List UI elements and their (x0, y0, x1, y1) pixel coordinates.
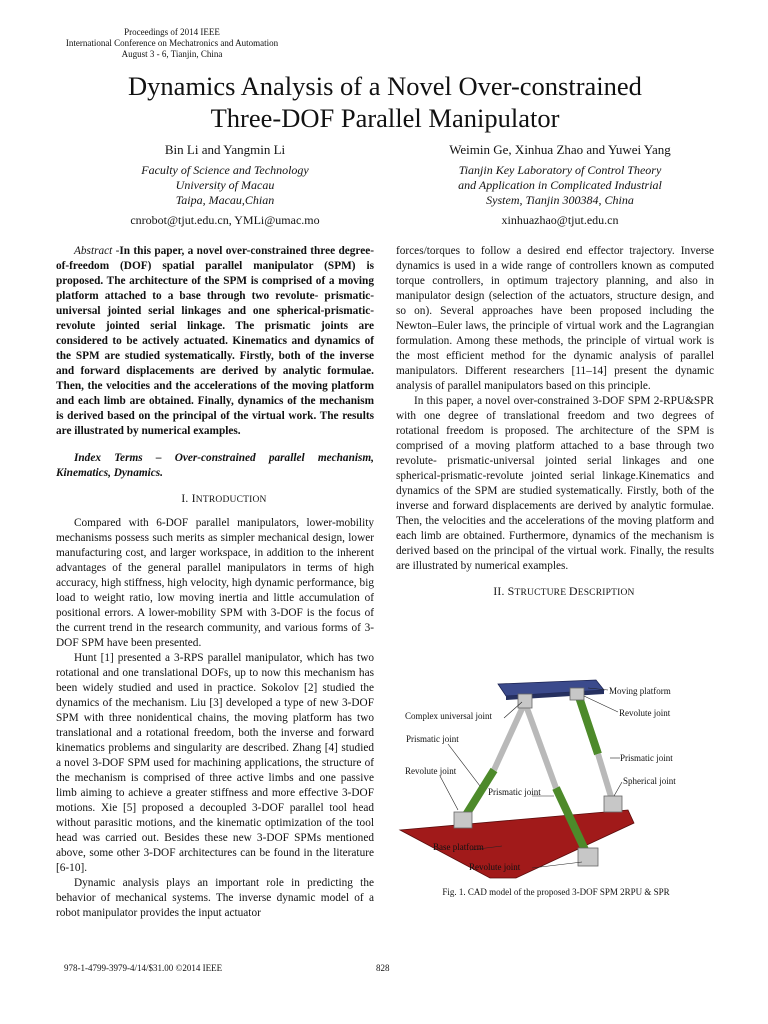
affiliation-left-2: University of Macau (175, 178, 275, 192)
author-block-right (410, 141, 710, 229)
label-prismatic-joint-right: Prismatic joint (620, 753, 673, 763)
index-terms: Index Terms – Over-constrained parallel mechanism, Kinematics, Dynamics. (56, 452, 374, 479)
affiliation-right-2: and Application in Complicated Industrial (458, 178, 662, 192)
abstract-text: In this paper, a novel over-constrained three degree-of-freedom (DOF) spatial parallel manipulator (SPM) is proposed. The architecture of the SPM is comprised of a moving platform attached to a base through two revolute- prismatic-universal jointed serial linkages and one spherical-prismatic-revolute jointed serial linkage. The prismatic joints are considered to be actively actuated. Kinematics and dynamics of the SPM are studied systematically. Firstly, both of the inverse and forward displacements are derived by analytic formulae. Then, the velocities and the accelerations of the moving platform and each limb are obtained. Finally, dynamics of the mechanism is derived based on the principal of the virtual work. The results are illustrated by numerical examples. (56, 245, 374, 437)
affiliation-right-1: Tianjin Key Laboratory of Control Theory (458, 163, 662, 177)
author-names-right: Weimin Ge, Xinhua Zhao and Yuwei Yang (449, 142, 671, 157)
label-revolute-joint-bottom: Revolute joint (469, 862, 521, 872)
left-limb-upper (494, 700, 526, 770)
right-limb-lower (598, 754, 612, 800)
label-moving-platform: Moving platform (609, 686, 671, 696)
proceedings-header (52, 27, 292, 60)
label-prismatic-joint-mid: Prismatic joint (488, 787, 541, 797)
title-line-2: Three-DOF Parallel Manipulator (210, 103, 560, 133)
abstract-lead: Abstract - (74, 245, 120, 257)
right-paragraph-2: In this paper, a novel over-constrained 3-DOF SPM 2-RPU&SPR with one degree of translational freedom and two degrees of rotational freedom is proposed. The architecture of the SPM is comprised of a moving platform attached to a base through two revolute- prismatic-universal jointed serial linkages and one spherical-prismatic-revolute jointed serial linkage.Kinematics and dynamics of the SPM are studied systematically. Firstly, both of the inverse and forward displacements are derived by analytic formulae. Then, the velocities and the accelerations of the moving platform and each limb are obtained. Furthermore, dynamics of the mechanism is derived based on the principal of the virtual work. Finally, the results are illustrated by numerical examples. (396, 395, 714, 572)
affiliation-right-3: System, Tianjin 300384, China (486, 193, 634, 207)
right-column (396, 244, 714, 609)
spherical-joint-shape (604, 796, 622, 812)
label-revolute-joint-left: Revolute joint (405, 766, 457, 776)
page-number: 828 (376, 963, 390, 973)
abstract (56, 244, 374, 439)
label-prismatic-joint-left: Prismatic joint (406, 734, 459, 744)
intro-paragraph-1: Compared with 6-DOF parallel manipulators, lower-mobility mechanisms possess such merits as simpler mechanical design, lower manufacturing cost, and larger workspace, in addition to the inherent advantages of the general parallel manipulators in terms of high accuracy, high stiffness, high velocity, high dynamic performance, big load to weight ratio, low moving inertia and little accumulation of positional errors. A lower-mobility SPM with 3-DOF is the focus of the current trend in the research community, and various forms of 3-DOF SPM have been presented. (56, 517, 374, 649)
section-heading-structure: II. STRUCTURE DESCRIPTION (493, 584, 635, 598)
label-base-platform: Base platform (433, 842, 484, 852)
proceedings-line-2: International Conference on Mechatronics and Automation (65, 38, 279, 48)
right-limb-upper (578, 694, 598, 754)
left-column (56, 244, 374, 921)
title-line-1: Dynamics Analysis of a Novel Over-constrained (128, 71, 642, 101)
proceedings-line-1: Proceedings of 2014 IEEE (124, 27, 220, 37)
email-right: xinhuazhao@tjut.edu.cn (501, 213, 619, 227)
intro-paragraph-3: Dynamic analysis plays an important role in predicting the behavior of mechanical systems. The inverse dynamic model of a robot manipulator provides the input actuator (56, 877, 374, 919)
revolute-joint-left-shape (454, 812, 472, 828)
figure-caption: Fig. 1. CAD model of the proposed 3-DOF SPM 2RPU & SPR (442, 887, 670, 897)
author-block-left (80, 141, 370, 229)
proceedings-line-3: August 3 - 6, Tianjin, China (121, 49, 223, 59)
revolute-joint-top-shape (570, 688, 584, 700)
cad-model-figure (398, 670, 714, 880)
affiliation-left-3: Taipa, Macau,Chian (175, 193, 275, 207)
section-heading-introduction: I. INTRODUCTION (181, 491, 267, 505)
intro-paragraph-2: Hunt [1] presented a 3-RPS parallel manipulator, which has two rotational and one translational DOFs, up to now this mechanism has been widely studied and used in practice. Sokolov [2] studied the dynamics of the mechanism. Liu [3] developed a type of new 3-DOF SPM with three nonidentical chains, the moving platform has two translational and a rotational freedom, both the inverse and forward kinematics problems and singularity are described. Zhang [4] studied a novel 3-DOF SPM used for machining applications, the structure of the mechanism is comprised of three active limbs and one passive limb aiming to achieve a greater stiffness and more effective 3-DOF motions. Xie [5] proposed a decoupled 3-DOF parallel tool head without parasitic motions, and the kinematic optimization of the tool head was carried out. Besides these new 3-DOF SPMs mentioned above, some other 3-DOF architectures can be found in the literature [6-10]. (56, 652, 374, 874)
label-complex-universal-joint: Complex universal joint (405, 711, 492, 721)
paper-title (40, 70, 730, 134)
email-left: cnrobot@tjut.edu.cn, YMLi@umac.mo (130, 213, 320, 227)
label-spherical-joint: Spherical joint (623, 776, 676, 786)
label-revolute-joint-top: Revolute joint (619, 708, 671, 718)
author-names-left: Bin Li and Yangmin Li (164, 142, 286, 157)
middle-limb-upper (524, 700, 556, 788)
footer-isbn: 978-1-4799-3979-4/14/$31.00 ©2014 IEEE (64, 963, 223, 973)
revolute-joint-bottom-shape (578, 848, 598, 866)
complex-universal-joint (518, 694, 532, 708)
affiliation-left-1: Faculty of Science and Technology (141, 163, 309, 177)
right-paragraph-1: forces/torques to follow a desired end effector trajectory. Inverse dynamics is used in a wide range of controllers known as computed torque controllers, in optimum trajectory planning, and also in manipulator design (selection of the actuators, structure design, and so on). Several approaches have been proposed including the Newton–Euler laws, the principle of virtual work and the Lagrangian formulation. Among these methods, the principle of virtual work is the most efficient method for the dynamic analysis of parallel manipulators. Different researchers [11–14] present the dynamic analysis of parallel manipulators based on this principle. (396, 245, 714, 392)
